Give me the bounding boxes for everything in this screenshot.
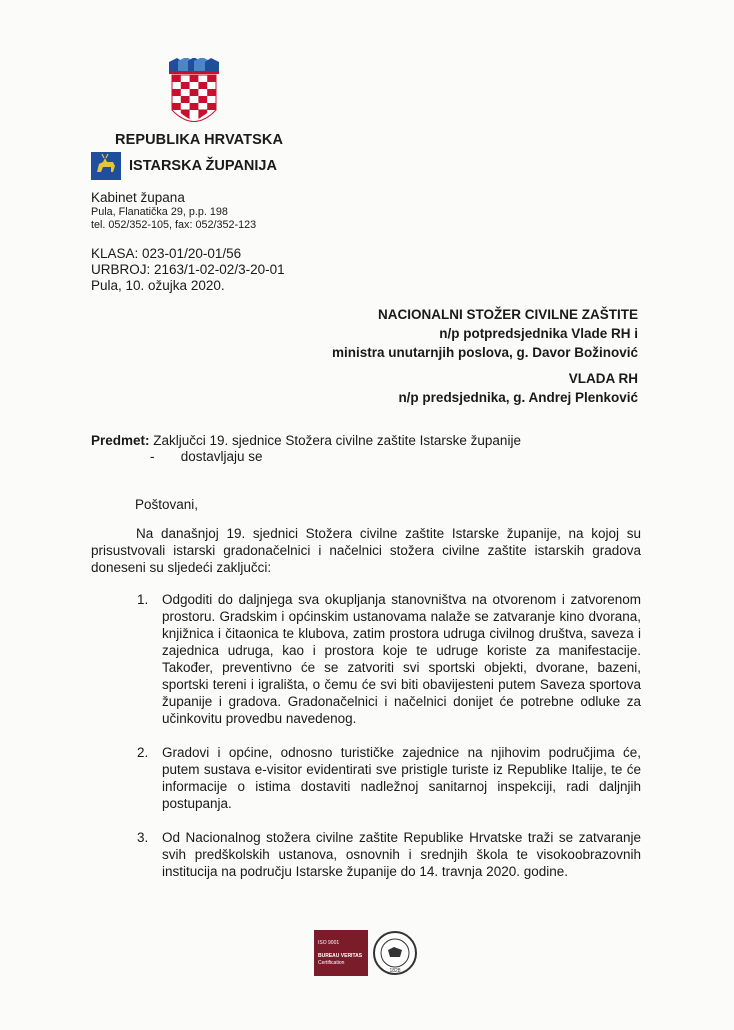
list-item bbox=[137, 591, 641, 727]
recipient-line: n/p potpredsjednika Vlade RH i bbox=[439, 326, 638, 341]
istria-emblem bbox=[91, 152, 121, 180]
recipient-line: ministra unutarnjih poslova, g. Davor Božinović bbox=[331, 345, 638, 360]
greeting: Poštovani, bbox=[135, 497, 199, 512]
republic-title: REPUBLIKA HRVATSKA bbox=[115, 132, 284, 148]
item-text: Odgoditi do daljnjega sva okupljanja stanovništva na otvorenom i zatvorenom prostoru. Gradskim i općinskim ustanovama nalaže se zatvaranje kino dvorana, knjižnica i čitaonica te klubova, zatim prostora udruga civilnog društva, saveza i zajednica udruga, kao i prostora koje te udruge koriste za manifestacije. Također, preventivno će se zatvoriti svi sportski objekti, dvorane, bazeni, sportski tereni i igrališta, o čemu će svi biti obavijesteni putem Saveza sportova županije i gradova. Gradonačelnici i načelnici donijet će potrebne odluke za učinkovitu provedbu navedenog. bbox=[162, 592, 641, 726]
subject-text: Zaključci 19. sjednice Stožera civilne zaštite Istarske županije bbox=[153, 433, 521, 448]
county-heading bbox=[91, 152, 277, 180]
list-item bbox=[137, 744, 641, 812]
list-item bbox=[137, 829, 641, 880]
subject-sub: - dostavljaju se bbox=[150, 449, 263, 464]
subject-label: Predmet: bbox=[91, 433, 150, 448]
recipient-line: VLADA RH bbox=[568, 371, 638, 386]
phone-line: tel. 052/352-105, fax: 052/352-123 bbox=[91, 219, 257, 231]
reference-block bbox=[91, 246, 285, 294]
subject-line bbox=[91, 432, 521, 449]
office-address bbox=[91, 206, 256, 232]
recipient-government bbox=[398, 369, 638, 407]
iso-label: ISO 9001 bbox=[318, 939, 340, 946]
item-text: Gradovi i općine, odnosno turističke zajednice na njihovim područjima će, putem sustava e-visitor evidentirati sve pristigle turiste iz Republike Italije, te će informacije o istima dostaviti nadležnoj sanitarnoj inspekciji, radi daljnjih postupanja. bbox=[162, 745, 641, 811]
recipient-line: n/p predsjednika, g. Andrej Plenković bbox=[398, 390, 638, 405]
conclusions-list bbox=[137, 591, 641, 897]
address-line: Pula, Flanatička 29, p.p. 198 bbox=[91, 206, 228, 218]
date-line: Pula, 10. ožujka 2020. bbox=[91, 278, 225, 293]
bureau-veritas-box bbox=[314, 930, 368, 976]
item-text: Od Nacionalnog stožera civilne zaštite Republike Hrvatske traži se zatvaranje svih predškolskih ustanova, osnovnih i srednjih škola te visokoobrazovnih institucija na području Istarske županije do 14. travnja 2020. godine. bbox=[162, 830, 641, 879]
recipient-civil-protection bbox=[332, 305, 638, 362]
item-number: 2. bbox=[137, 745, 149, 760]
recipient-line: NACIONALNI STOŽER CIVILNE ZAŠTITE bbox=[377, 307, 638, 322]
seal-year: 1828 bbox=[389, 968, 401, 974]
county-title: ISTARSKA ŽUPANIJA bbox=[129, 158, 277, 174]
cert-label: Certification bbox=[318, 959, 345, 966]
croatian-coat-of-arms bbox=[166, 58, 222, 128]
item-number: 1. bbox=[137, 592, 149, 607]
intro-paragraph: Na današnjoj 19. sjednici Stožera civilne zaštite Istarske županije, na kojoj su prisustvovali istarski gradonačelnici i načelnici stožera civilne zaštite istarskih gradova doneseni su sljedeći zaključci: bbox=[91, 526, 641, 575]
certification-logo bbox=[314, 930, 418, 976]
bureau-veritas-seal-icon bbox=[372, 930, 418, 976]
item-number: 3. bbox=[137, 830, 149, 845]
klasa-line: KLASA: 023-01/20-01/56 bbox=[91, 246, 242, 261]
office-name: Kabinet župana bbox=[91, 190, 185, 205]
urbroj-line: URBROJ: 2163/1-02-02/3-20-01 bbox=[91, 262, 285, 277]
brand-label: BUREAU VERITAS bbox=[318, 952, 363, 959]
